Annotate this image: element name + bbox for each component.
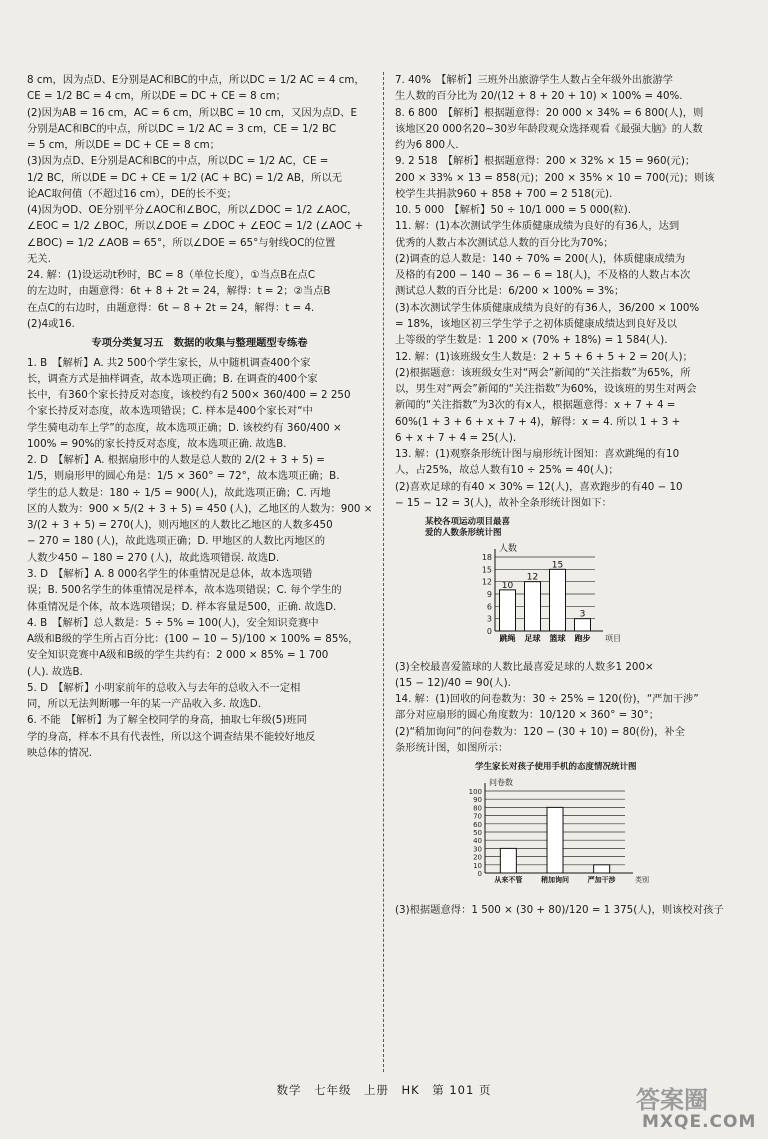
left-text-block-2 (27, 355, 372, 762)
text-line: ∠EOC = 1/2 ∠BOC，所以∠DOE = ∠DOC + ∠EOC = 1/2 (∠AOC + (27, 220, 364, 233)
y-tick-label: 80 (473, 804, 482, 813)
text-line: (2)4或16. (27, 317, 75, 330)
text-line: 1. B 【解析】A. 共2 500个学生家长，从中随机调查400个家 (27, 356, 311, 369)
bar-value-label: 12 (526, 572, 539, 583)
y-axis-label: 人数 (499, 544, 518, 555)
text-line: 200 × 33% × 13 = 858(元)；200 × 35% × 10 = 700(元)；则该 (395, 171, 715, 184)
text-line: 1/2 BC，所以DE = DC + CE = 1/2 (AC + BC) = 1/2 AB，所以无 (27, 171, 343, 184)
watermark-en: MXQE.COM (642, 1112, 757, 1132)
category-label: 稍加询问 (541, 876, 569, 885)
text-line: 5. D 【解析】小明家前年的总收入与去年的总收入不一定相 (27, 681, 301, 694)
text-line: 部分对应扇形的圆心角度数为：10/120 × 360° = 30°； (395, 709, 660, 722)
text-line: A级和B级的学生所占百分比：(100 − 10 − 5)/100 × 100% = 85%， (27, 633, 359, 646)
x-axis-label: 项目 (605, 634, 621, 644)
text-line: 安全知识竞赛中A级和B级的学生共约有：2 000 × 85% = 1 700 (27, 649, 329, 662)
text-line: 9. 2 518 【解析】根据题意得：200 × 32% × 15 = 960(元)； (395, 155, 696, 168)
text-line: CE = 1/2 BC = 4 cm，所以DE = DC + CE = 8 cm； (27, 90, 286, 103)
text-line: 及格的有200 − 140 − 36 − 6 = 18(人)，不及格的人数占本次 (395, 269, 691, 282)
text-line: 8. 6 800 【解析】根据题意得：20 000 × 34% = 6 800(人)，则 (395, 106, 704, 119)
text-line: 约为6 800人. (395, 139, 459, 152)
right-column (395, 72, 740, 919)
text-line: (3)本次测试学生体质健康成绩为良好的有36人，36/200 × 100% (395, 301, 700, 314)
text-line: (2)喜欢足球的有40 × 30% = 12(人)，喜欢跑步的有40 − 10 (395, 480, 683, 493)
y-tick-label: 70 (473, 812, 482, 821)
text-line: ∠BOC) = 1/2 ∠AOB = 65°，所以∠DOE = 65°与射线OC的位置 (27, 236, 336, 249)
text-line: (人). 故选B. (27, 665, 83, 678)
text-line: (4)因为OD、OE分别平分∠AOC和∠BOC，所以∠DOC = 1/2 ∠AOC， (27, 204, 358, 217)
text-line: 13. 解：(1)观察条形统计图与扇形统计图知：喜欢跳绳的有10 (395, 448, 680, 461)
text-line: 区的人数为：900 × 5/(2 + 3 + 5) = 450 (人)，乙地区的人数为：900 × (27, 502, 372, 515)
y-tick-label: 50 (473, 829, 482, 838)
y-tick-label: 9 (486, 590, 492, 600)
sports-bar-chart-svg (425, 539, 625, 647)
bar (594, 865, 610, 873)
text-line: (2)“稍加询问”的问卷数为：120 − (30 + 10) = 80(份)，补全 (395, 725, 685, 738)
y-tick-label: 3 (486, 614, 492, 624)
bar (547, 808, 563, 874)
text-line: 长中，有360个家长持反对态度，该校约有2 500× 360/400 = 2 250 (27, 389, 351, 402)
text-line: 6. 不能 【解析】为了解全校同学的身高，抽取七年级(5)班同 (27, 714, 307, 727)
y-tick-label: 90 (473, 796, 482, 805)
watermark-cn: 答案圈 (636, 1086, 708, 1114)
text-line: − 270 = 180 (人)，故此选项正确；D. 甲地区的人数比丙地区的 (27, 535, 326, 548)
text-line: 24. 解：(1)设运动t秒时，BC = 8（单位长度），①当点B在点C (27, 269, 316, 282)
text-line: 个家长持反对态度，故本选项错误；C. 样本是400个家长对“中 (27, 405, 313, 418)
text-line: 10. 5 000 【解析】50 ÷ 10/1 000 = 5 000(粒). (395, 204, 632, 217)
y-axis-label: 问卷数 (489, 778, 513, 788)
bar (500, 849, 516, 874)
text-line: − 15 − 12 = 3(人)，故补全条形统计图如下： (395, 496, 612, 509)
text-line: 8 cm，因为点D、E分别是AC和BC的中点，所以DC = 1/2 AC = 4 cm， (27, 74, 365, 86)
text-line: 生人数的百分比为 20/(12 + 8 + 20 + 10) × 100% = 40%. (395, 90, 683, 103)
text-line: 该地区20 000名20~30岁年龄段观众选择观看《最强大脑》的人数 (395, 122, 703, 135)
y-tick-label: 60 (473, 820, 482, 829)
phone-attitude-bar-chart (425, 762, 740, 896)
left-text-block (27, 72, 372, 332)
text-line: 学生骑电动车上学”的态度，故本选项正确；D. 该校约有 360/400 × (27, 421, 342, 434)
text-line: (2)调查的总人数是：140 ÷ 70% = 200(人)，体质健康成绩为 (395, 252, 686, 265)
bar (525, 582, 541, 631)
text-line: 条形统计图，如图所示： (395, 741, 509, 754)
section-heading: 专项分类复习五 数据的收集与整理题型专练卷 (91, 337, 308, 350)
text-line: (2)根据题意：该班级女生对“两会”新闻的“关注指数”为65%，所 (395, 366, 691, 379)
left-column (27, 72, 372, 761)
text-line: 误；B. 500名学生的体重情况是样本，故本选项错误；C. 每个学生的 (27, 584, 342, 597)
category-label: 足球 (524, 634, 541, 644)
text-line: 4. B 【解析】总人数是：5 ÷ 5% = 100(人)，安全知识竞赛中 (27, 616, 319, 629)
bar (550, 570, 566, 632)
text-line: 60%(1 + 3 + 6 + x + 7 + 4)，解得：x = 4. 所以 1 + 3 + (395, 415, 681, 428)
right-text-block (395, 72, 740, 511)
y-tick-label: 10 (473, 861, 482, 870)
text-line: 以，男生对“两会”新闻的“关注指数”为60%，设该班的男生对两会 (395, 383, 697, 396)
category-label: 从来不管 (494, 876, 523, 885)
y-tick-label: 20 (473, 853, 482, 862)
text-line: 12. 解：(1)该班级女生人数是：2 + 5 + 6 + 5 + 2 = 20(人)； (395, 350, 693, 363)
column-divider (383, 72, 384, 1072)
bar (500, 590, 516, 631)
text-line: 论AC取何值（不超过16 cm），DE的长不变； (27, 187, 237, 200)
text-line: (15 − 12)/40 = 90(人). (395, 676, 511, 689)
category-label: 严加干涉 (587, 876, 616, 885)
text-line: 新闻的“关注指数”为3次的有x人，根据题意得：x + 7 + 4 = (395, 399, 676, 412)
bar-value-label: 10 (501, 581, 514, 592)
text-line: 100% = 90%的家长持反对态度，故本选项正确. 故选B. (27, 437, 287, 450)
text-line: (3)根据题意得：1 500 × (30 + 80)/120 = 1 375(人)，则该校对孩子 (395, 904, 724, 917)
text-line: = 18%，该地区初三学生学子之初体质健康成绩达到良好及以 (395, 317, 677, 330)
page-footer: 数学 七年级 上册 HK 第 101 页 (276, 1083, 492, 1097)
category-label: 跑步 (574, 634, 591, 644)
y-tick-label: 15 (481, 565, 492, 575)
category-label: 篮球 (549, 634, 566, 644)
phone-attitude-bar-chart-svg (425, 773, 665, 891)
text-line: 长，调查方式是抽样调查，故本选项正确；B. 在调查的400个家 (27, 372, 318, 385)
text-line: 2. D 【解析】A. 根据扇形中的人数是总人数的 2/(2 + 3 + 5) = (27, 454, 325, 467)
text-line: 14. 解：(1)回收的问卷数为：30 ÷ 25% = 120(份)，“严加干涉” (395, 693, 699, 706)
text-line: 的左边时，由题意得：6t + 8 + 2t = 24，解得：t = 2；②当点B (27, 285, 331, 298)
text-line: 上等级的学生数是：1 200 × (70% + 18%) = 1 584(人). (395, 334, 668, 347)
y-tick-label: 18 (481, 553, 492, 563)
text-line: 映总体的情况. (27, 746, 93, 759)
chart2-title: 学生家长对孩子使用手机的态度情况统计图 (475, 762, 637, 773)
text-line: 1/5，则扇形甲的圆心角是：1/5 × 360° = 72°，故本选项正确；B. (27, 470, 340, 483)
bar-value-label: 15 (551, 560, 564, 571)
y-tick-label: 12 (481, 577, 492, 587)
text-line: 体重情况是个体，故本选项错误；D. 样本容量是500，正确. 故选D. (27, 600, 337, 613)
text-line: 3. D 【解析】A. 8 000名学生的体重情况是总体，故本选项错 (27, 567, 313, 580)
text-line: 6 + x + 7 + 4 = 25(人). (395, 431, 517, 444)
text-line: (3)全校最喜爱篮球的人数比最喜爱足球的人数多1 200× (395, 660, 654, 673)
text-line: 同，所以无法判断哪一年的某一产品收入多. 故选D. (27, 698, 261, 711)
x-axis-label: 类别 (635, 876, 649, 885)
category-label: 跳绳 (499, 634, 516, 644)
text-line: 在点C的右边时，由题意得：6t − 8 + 2t = 24，解得：t = 4. (27, 301, 315, 314)
text-line: = 5 cm，所以DE = DC + CE = 8 cm； (27, 139, 220, 152)
text-line: (3)因为点D、E分别是AC和BC的中点，所以DC = 1/2 AC，CE = (27, 155, 329, 168)
y-tick-label: 0 (477, 870, 482, 879)
watermark-logo (632, 1080, 762, 1136)
text-line: 7. 40% 【解析】三班外出旅游学生人数占全年级外出旅游学 (395, 74, 673, 86)
text-line: 人数少450 − 180 = 270 (人)，故此选项错误. 故选D. (27, 551, 280, 564)
text-line: 人，占25%，故总人数有10 ÷ 25% = 40(人)； (395, 464, 619, 477)
right-text-block-3 (395, 902, 740, 918)
text-line: 优秀的人数占本次测试总人数的百分比为70%； (395, 236, 614, 249)
bar-value-label: 3 (579, 609, 586, 620)
text-line: 校学生共捐款960 + 858 + 700 = 2 518(元). (395, 187, 613, 200)
bar (575, 619, 591, 631)
text-line: 学生的总人数是：180 ÷ 1/5 = 900(人)，故此选项正确；C. 丙地 (27, 486, 331, 499)
chart1-title-line1: 某校各项运动项目最喜 (425, 517, 511, 528)
y-tick-label: 30 (473, 845, 482, 854)
text-line: (2)因为AB = 16 cm，AC = 6 cm，所以BC = 10 cm，又因为点D、E (27, 106, 357, 119)
sports-bar-chart (425, 517, 740, 652)
chart1-title-line2: 爱的人数条形统计图 (425, 528, 502, 539)
y-tick-label: 6 (486, 602, 492, 612)
text-line: 分别是AC和BC的中点，所以DC = 1/2 AC = 3 cm，CE = 1/2 BC (27, 122, 337, 135)
text-line: 学的身高，样本不具有代表性，所以这个调查结果不能较好地反 (27, 730, 316, 743)
right-text-block-2 (395, 659, 740, 757)
y-tick-label: 100 (468, 788, 482, 797)
text-line: 无关. (27, 252, 51, 265)
text-line: 测试总人数的百分比是：6/200 × 100% = 3%； (395, 285, 625, 298)
text-line: 3/(2 + 3 + 5) = 270(人)，则丙地区的人数比乙地区的人数多450 (27, 519, 333, 532)
y-tick-label: 0 (486, 627, 492, 637)
y-tick-label: 40 (473, 837, 482, 846)
text-line: 11. 解：(1)本次测试学生体质健康成绩为良好的有36人，达到 (395, 220, 680, 233)
